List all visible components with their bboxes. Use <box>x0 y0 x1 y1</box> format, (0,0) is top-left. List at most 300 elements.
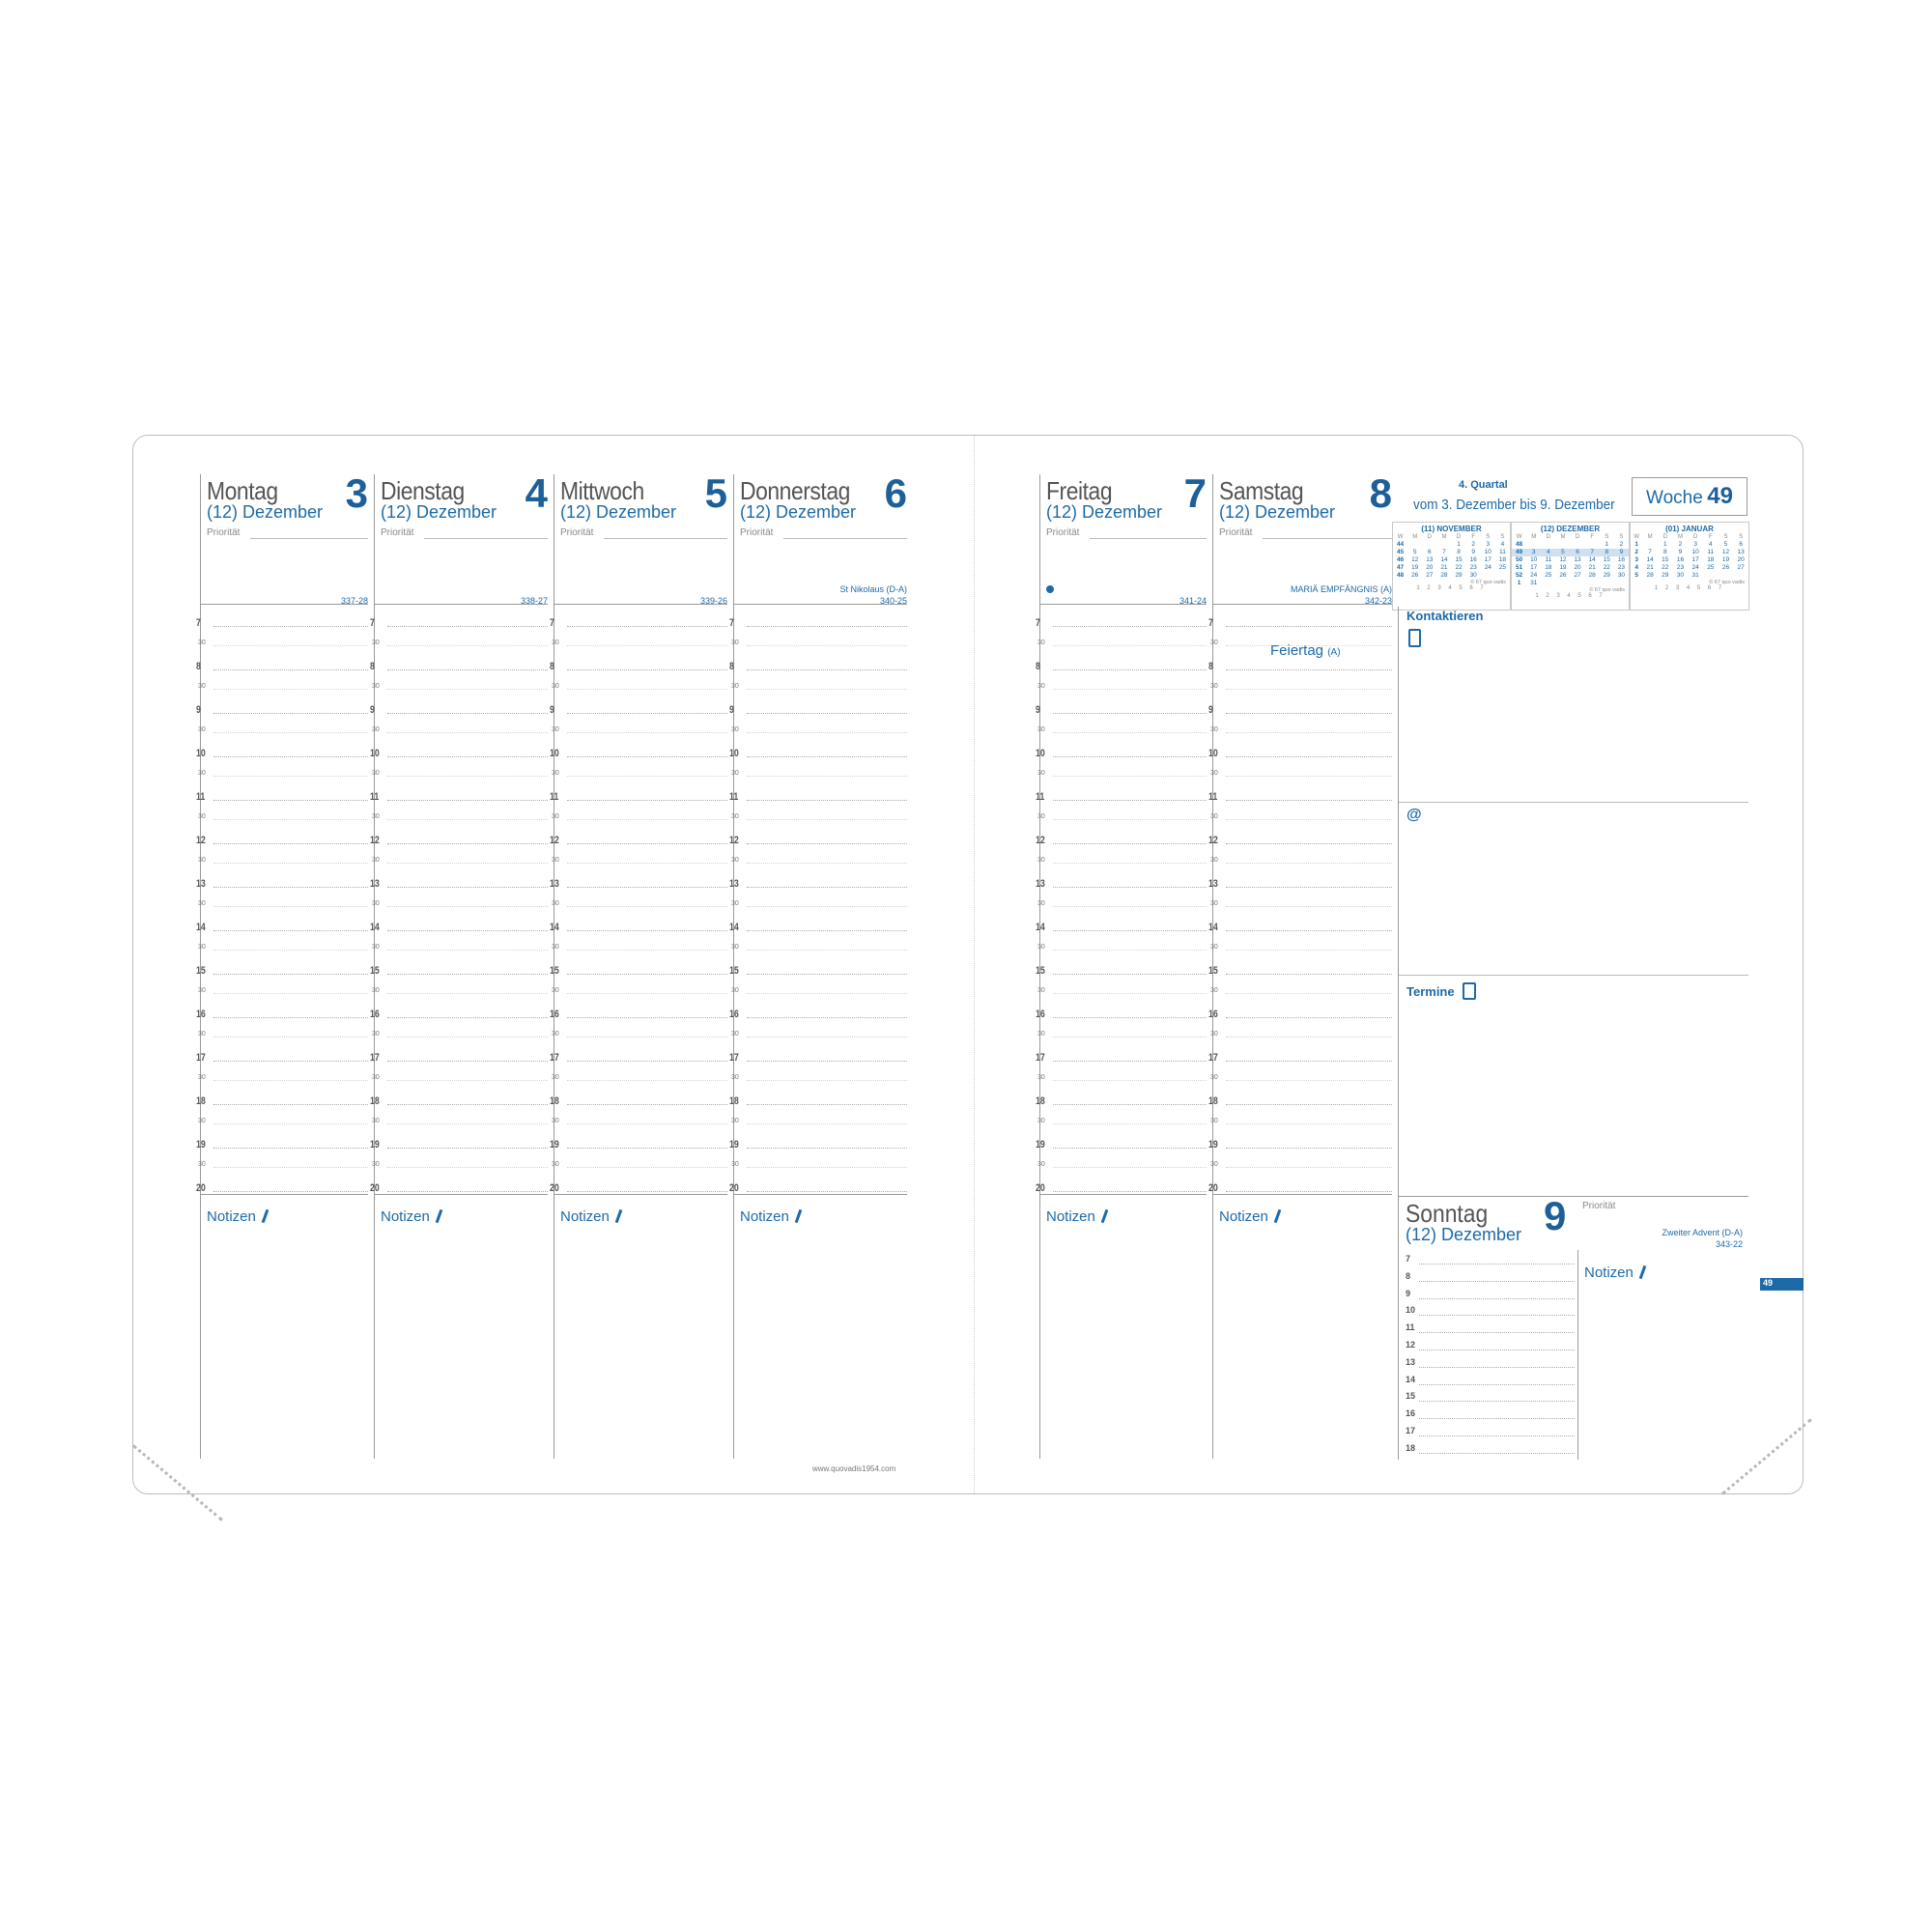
hour-line <box>747 800 907 801</box>
hour-line <box>747 887 907 888</box>
hour-line <box>387 1148 548 1149</box>
website: www.quovadis1954.com <box>812 1464 896 1473</box>
sunday-hour-row[interactable] <box>1406 1426 1575 1448</box>
sunday-hours <box>1406 1254 1575 1463</box>
mini-calendar-cell <box>1495 572 1510 580</box>
half-hour-label: 30 <box>1210 900 1218 907</box>
hour-line <box>567 887 727 888</box>
half-hour-line <box>1226 863 1392 864</box>
day-column-samstag <box>1208 470 1398 1459</box>
hour-row[interactable] <box>1036 617 1207 668</box>
mini-calendar-week <box>1393 564 1510 572</box>
mini-calendar-cell: 6 <box>1571 549 1585 556</box>
mini-calendar-cell: 27 <box>1426 572 1434 579</box>
day-month: (12) Dezember <box>1219 502 1336 522</box>
mini-calendar-cell: 28 <box>1588 572 1596 579</box>
day-code: 342-23 <box>1364 596 1392 606</box>
priority-label: Priorität <box>1219 527 1253 538</box>
mini-calendar-week <box>1512 556 1629 564</box>
hour-line <box>1226 1017 1392 1018</box>
hour-label: 14 <box>1406 1374 1416 1384</box>
hour-line <box>1419 1401 1575 1402</box>
hour-label: 14 <box>370 922 380 933</box>
hour-line <box>567 756 727 757</box>
mini-calendar-copyright: © 67 quo vadis <box>1589 587 1625 593</box>
hour-line <box>567 930 727 931</box>
mini-calendar-cell: 30 <box>1469 572 1477 579</box>
mini-calendar-cell <box>1571 541 1585 549</box>
mini-calendar-cell <box>1571 580 1585 587</box>
hour-label: 15 <box>1406 1391 1416 1402</box>
termine-title: Termine <box>1406 984 1455 999</box>
weekday-label: F <box>1590 534 1595 540</box>
mini-calendar-week <box>1393 549 1510 556</box>
hour-label: 15 <box>1208 965 1218 977</box>
hour-label: 18 <box>1208 1095 1218 1107</box>
weekday-label: D <box>1692 534 1698 540</box>
hour-label: 7 <box>196 617 201 629</box>
sunday-hour-row[interactable] <box>1406 1322 1575 1345</box>
hour-line <box>567 1061 727 1062</box>
hour-label: 15 <box>1036 965 1045 977</box>
weekday-label: S <box>1500 534 1505 540</box>
hour-label: 18 <box>729 1095 739 1107</box>
mini-calendar-cell: 22 <box>1662 564 1669 571</box>
hour-line <box>1226 887 1392 888</box>
half-hour-line <box>387 732 548 733</box>
hour-row[interactable] <box>1036 661 1207 711</box>
mini-calendar-cell: 13 <box>1426 556 1434 563</box>
half-hour-line <box>213 906 368 907</box>
hour-label: 15 <box>196 965 206 977</box>
mini-calendar-cell: 28 <box>1646 572 1654 579</box>
mini-calendar-cell: 49 <box>1512 549 1526 556</box>
hour-label: 7 <box>729 617 734 629</box>
hour-line <box>213 713 368 714</box>
sunday-hour-row[interactable] <box>1406 1254 1575 1276</box>
sunday-event: Zweiter Advent (D-A) <box>1662 1228 1743 1237</box>
hour-row[interactable] <box>196 661 368 711</box>
half-hour-label: 30 <box>198 1161 206 1168</box>
half-hour-label: 30 <box>552 857 559 864</box>
mini-calendar-cell: 6 <box>1739 541 1743 548</box>
hour-label: 14 <box>1208 922 1218 933</box>
mini-calendar-dots: 1 2 3 4 5 6 7 <box>1654 585 1725 591</box>
hour-line <box>213 669 368 670</box>
mini-calendar-cell <box>1733 572 1748 580</box>
mini-calendar-week <box>1512 549 1629 556</box>
sunday-hour-row[interactable] <box>1406 1442 1575 1465</box>
mini-calendar-cell: 7 <box>1585 549 1600 556</box>
half-hour-line <box>1053 1080 1207 1081</box>
hour-row[interactable] <box>550 661 727 711</box>
half-hour-line <box>213 1167 368 1168</box>
half-hour-line <box>1053 950 1207 951</box>
hour-line <box>747 1017 907 1018</box>
mini-calendar-week <box>1512 564 1629 572</box>
hour-label: 19 <box>550 1139 559 1151</box>
hour-line <box>1226 1104 1392 1105</box>
half-hour-line <box>747 819 907 820</box>
half-hour-line <box>567 689 727 690</box>
mini-calendar-cell: 18 <box>1707 556 1715 563</box>
half-hour-line <box>567 819 727 820</box>
day-number: 8 <box>1369 470 1392 516</box>
half-hour-line <box>1226 732 1392 733</box>
hour-label: 9 <box>550 704 554 716</box>
weekday-label: W <box>1516 534 1522 540</box>
day-name: Montag <box>207 476 278 505</box>
bullet-dot <box>1046 585 1054 593</box>
hour-label: 18 <box>370 1095 380 1107</box>
mini-calendar-cell: 6 <box>1428 549 1432 555</box>
half-hour-label: 30 <box>1210 1161 1218 1168</box>
half-hour-line <box>567 993 727 994</box>
weekday-label: D <box>1575 534 1580 540</box>
hour-line <box>747 713 907 714</box>
mini-calendar-cell: 8 <box>1600 549 1614 556</box>
hour-line <box>747 1148 907 1149</box>
mini-calendar-cell: 1 <box>1457 541 1461 548</box>
hour-line <box>213 1148 368 1149</box>
hour-line <box>387 887 548 888</box>
hour-line <box>1053 1061 1207 1062</box>
sunday-hour-row[interactable] <box>1406 1340 1575 1362</box>
weekday-label: S <box>1739 534 1744 540</box>
hour-label: 19 <box>370 1139 380 1151</box>
half-hour-label: 30 <box>1210 639 1218 646</box>
hour-label: 8 <box>370 661 375 672</box>
hour-line <box>747 1061 907 1062</box>
hour-row[interactable] <box>1208 661 1392 711</box>
hour-label: 20 <box>1208 1182 1218 1194</box>
half-hour-label: 30 <box>1210 813 1218 820</box>
half-hour-line <box>1226 950 1392 951</box>
day-column-freitag <box>1036 470 1212 1459</box>
day-name: Mittwoch <box>560 476 644 505</box>
mini-calendar-cell: 3 <box>1486 541 1491 548</box>
hour-label: 17 <box>370 1052 380 1064</box>
half-hour-label: 30 <box>1037 944 1045 951</box>
mini-calendar-cell <box>1719 572 1734 580</box>
hour-line <box>1419 1418 1575 1419</box>
hour-label: 16 <box>729 1009 739 1020</box>
hour-line <box>1226 930 1392 931</box>
half-hour-line <box>1226 776 1392 777</box>
hour-line <box>387 1191 548 1192</box>
half-hour-line <box>747 993 907 994</box>
mini-calendar-cell: 11 <box>1707 549 1715 555</box>
hour-line <box>1419 1298 1575 1299</box>
hour-label: 7 <box>1208 617 1213 629</box>
hour-line <box>567 1104 727 1105</box>
header-rule <box>733 604 907 605</box>
sunday-hour-row[interactable] <box>1406 1391 1575 1413</box>
hour-label: 17 <box>550 1052 559 1064</box>
mini-calendar-cell: 23 <box>1469 564 1477 571</box>
sunday-hour-row[interactable] <box>1406 1305 1575 1327</box>
mini-calendar-cell <box>1541 541 1555 549</box>
clipboard-icon <box>1463 982 1476 1000</box>
mini-calendar-cell <box>1481 572 1495 580</box>
half-hour-line <box>387 1167 548 1168</box>
hour-line <box>1053 713 1207 714</box>
half-hour-label: 30 <box>1037 1161 1045 1168</box>
mini-calendar-cell: 25 <box>1498 564 1507 571</box>
priority-label: Priorität <box>207 527 241 538</box>
mini-calendar-cell: 12 <box>1721 549 1730 555</box>
sunday-hour-row[interactable] <box>1406 1374 1575 1397</box>
priority-line <box>250 538 368 539</box>
weekday-label: M <box>1677 534 1683 540</box>
mini-calendar-cell: 23 <box>1676 564 1685 571</box>
half-hour-label: 30 <box>731 900 739 907</box>
hour-label: 7 <box>550 617 554 629</box>
hour-line <box>1053 974 1207 975</box>
mini-calendar-cell: 50 <box>1515 556 1523 563</box>
contact-divider <box>1399 802 1748 803</box>
contact-panel <box>1398 607 1748 979</box>
mini-calendar-grid <box>1512 533 1629 587</box>
mini-calendar-cell: 52 <box>1515 572 1523 579</box>
weekday-label: W <box>1634 534 1639 540</box>
day-number: 6 <box>884 470 907 516</box>
header-rule <box>1212 604 1392 605</box>
hour-line <box>387 1017 548 1018</box>
week-label: Woche <box>1646 488 1703 508</box>
hour-label: 13 <box>370 878 380 890</box>
priority-line <box>604 538 727 539</box>
header-rule <box>374 604 548 605</box>
hour-line <box>1419 1332 1575 1333</box>
half-hour-label: 30 <box>1210 1118 1218 1124</box>
hour-line <box>1053 887 1207 888</box>
mini-calendar-cell: 47 <box>1396 564 1405 571</box>
hour-line <box>1419 1453 1575 1454</box>
hour-line <box>213 800 368 801</box>
day-column-dienstag <box>370 470 554 1459</box>
half-hour-label: 30 <box>372 944 380 951</box>
hour-label: 8 <box>1406 1270 1411 1281</box>
hour-label: 7 <box>1406 1254 1411 1264</box>
half-hour-line <box>1226 819 1392 820</box>
half-hour-line <box>387 819 548 820</box>
sunday-hour-row[interactable] <box>1406 1270 1575 1293</box>
notes-rule <box>733 1194 907 1195</box>
half-hour-label: 30 <box>552 770 559 777</box>
hour-label: 11 <box>370 791 380 803</box>
mini-calendar-cell: 8 <box>1662 549 1667 555</box>
half-hour-label: 30 <box>731 987 739 994</box>
half-hour-label: 30 <box>372 857 380 864</box>
half-hour-label: 30 <box>198 639 206 646</box>
hour-row[interactable] <box>729 661 907 711</box>
mini-calendar-cell: 30 <box>1617 572 1626 579</box>
hour-label: 18 <box>550 1095 559 1107</box>
half-hour-line <box>387 993 548 994</box>
half-hour-label: 30 <box>552 1074 559 1081</box>
mini-calendar-cell: 31 <box>1530 580 1538 586</box>
sunday-hour-row[interactable] <box>1406 1356 1575 1379</box>
half-hour-label: 30 <box>552 1118 559 1124</box>
hour-label: 8 <box>196 661 201 672</box>
mini-calendar-cell: 20 <box>1737 556 1745 563</box>
hour-grid <box>370 617 554 1194</box>
hour-line <box>567 800 727 801</box>
email-icon: @ <box>1406 807 1422 823</box>
hour-line <box>213 887 368 888</box>
mini-calendar-cell: 30 <box>1676 572 1685 579</box>
hour-label: 16 <box>1208 1009 1218 1020</box>
half-hour-label: 30 <box>552 900 559 907</box>
hour-label: 17 <box>1208 1052 1218 1064</box>
sunday-hour-row[interactable] <box>1406 1408 1575 1431</box>
hour-label: 11 <box>196 791 206 803</box>
mini-calendar-cell: 9 <box>1471 549 1475 555</box>
hour-label: 12 <box>1208 835 1218 846</box>
day-month: (12) Dezember <box>207 502 324 522</box>
weekday-label: S <box>1605 534 1609 540</box>
hour-row[interactable] <box>729 617 907 668</box>
mini-calendar-cell: 18 <box>1545 564 1552 571</box>
half-hour-label: 30 <box>198 683 206 690</box>
hour-grid <box>550 617 733 1194</box>
hour-label: 7 <box>370 617 375 629</box>
half-hour-line <box>1053 776 1207 777</box>
mini-calendar-cell: 7 <box>1648 549 1652 555</box>
mini-calendar-week <box>1393 572 1510 580</box>
hour-label: 10 <box>1406 1305 1416 1316</box>
hour-label: 10 <box>196 748 206 759</box>
hour-label: 9 <box>370 704 375 716</box>
half-hour-label: 30 <box>731 813 739 820</box>
mini-calendar-cell: 7 <box>1442 549 1446 555</box>
mini-calendar-cell: 25 <box>1545 572 1552 579</box>
hour-line <box>1053 843 1207 844</box>
weekday-label: D <box>1456 534 1462 540</box>
weekday-label: M <box>1647 534 1653 540</box>
mini-calendar-cell: 26 <box>1559 572 1567 579</box>
half-hour-line <box>567 906 727 907</box>
sunday-notes-label: Notizen <box>1584 1264 1644 1281</box>
hour-label: 8 <box>550 661 554 672</box>
mini-calendar-title: (11) NOVEMBER <box>1421 525 1482 533</box>
hour-line <box>567 1191 727 1192</box>
half-hour-line <box>387 950 548 951</box>
notes-label: Notizen <box>1219 1208 1279 1225</box>
hour-row[interactable] <box>370 661 548 711</box>
half-hour-line <box>567 645 727 646</box>
half-hour-label: 30 <box>1210 683 1218 690</box>
hour-label: 12 <box>196 835 206 846</box>
mini-calendar-week <box>1393 556 1510 564</box>
hour-line <box>747 974 907 975</box>
mini-calendar-week <box>1631 564 1748 572</box>
weekday-label: S <box>1723 534 1728 540</box>
hour-line <box>1053 756 1207 757</box>
hour-label: 13 <box>1406 1356 1416 1367</box>
half-hour-line <box>213 776 368 777</box>
mini-calendar-cell: 1 <box>1662 541 1667 548</box>
day-month: (12) Dezember <box>740 502 857 522</box>
mini-calendar-cell <box>1703 572 1719 580</box>
termine-divider <box>1399 975 1748 976</box>
day-code: 338-27 <box>520 596 548 606</box>
mini-calendar-cell <box>1422 541 1436 549</box>
hour-row[interactable] <box>370 617 548 668</box>
sunday-month: (12) Dezember <box>1406 1225 1522 1244</box>
mini-calendar-cell: 19 <box>1559 564 1567 571</box>
hour-label: 17 <box>196 1052 206 1064</box>
mini-calendar-cell: 2 <box>1678 541 1683 548</box>
weekday-label: S <box>1619 534 1624 540</box>
half-hour-label: 30 <box>1210 944 1218 951</box>
mini-calendar-copyright: © 67 quo vadis <box>1709 580 1745 585</box>
mini-calendar-cell: 27 <box>1737 564 1745 571</box>
hour-label: 7 <box>1036 617 1040 629</box>
hour-label: 9 <box>1406 1288 1411 1298</box>
mini-calendar-cell: 5 <box>1412 549 1417 555</box>
week-box <box>1632 477 1747 516</box>
hour-line <box>1419 1281 1575 1282</box>
half-hour-label: 30 <box>198 944 206 951</box>
mini-calendar-cell: 12 <box>1411 556 1419 563</box>
half-hour-label: 30 <box>1037 770 1045 777</box>
half-hour-label: 30 <box>198 813 206 820</box>
half-hour-line <box>1053 993 1207 994</box>
mini-calendar-cell: 14 <box>1646 556 1654 563</box>
mini-calendar-cell: 29 <box>1455 572 1463 579</box>
half-hour-label: 30 <box>731 726 739 733</box>
half-hour-line <box>1053 1123 1207 1124</box>
hour-row[interactable] <box>550 617 727 668</box>
hour-label: 13 <box>550 878 559 890</box>
half-hour-label: 30 <box>552 813 559 820</box>
hour-label: 18 <box>1036 1095 1045 1107</box>
half-hour-label: 30 <box>731 639 739 646</box>
hour-row[interactable] <box>196 617 368 668</box>
half-hour-line <box>1226 1167 1392 1168</box>
hour-line <box>387 669 548 670</box>
hour-label: 15 <box>550 965 559 977</box>
hour-line <box>1053 1191 1207 1192</box>
half-hour-line <box>567 1123 727 1124</box>
mini-calendar-dots: 1 2 3 4 5 6 7 <box>1535 593 1605 599</box>
mini-calendar-cell: 15 <box>1455 556 1463 563</box>
mini-calendar-cell <box>1642 541 1658 549</box>
half-hour-label: 30 <box>731 1031 739 1037</box>
day-number: 5 <box>704 470 727 516</box>
weekday-label: D <box>1662 534 1667 540</box>
week-number: 49 <box>1707 483 1733 509</box>
sunday-hour-row[interactable] <box>1406 1288 1575 1311</box>
week-tab: 49 <box>1760 1278 1804 1291</box>
weekday-label: D <box>1546 534 1550 540</box>
hour-line <box>1419 1315 1575 1316</box>
mini-calendar-cell: 4 <box>1708 541 1713 548</box>
hour-label: 13 <box>1036 878 1045 890</box>
hour-line <box>1226 626 1392 627</box>
half-hour-label: 30 <box>1210 857 1218 864</box>
weekday-label: W <box>1397 534 1404 540</box>
half-hour-label: 30 <box>1210 726 1218 733</box>
hour-line <box>1053 1017 1207 1018</box>
day-column-mittwoch <box>550 470 733 1459</box>
half-hour-label: 30 <box>1037 683 1045 690</box>
half-hour-line <box>747 1167 907 1168</box>
hour-label: 12 <box>370 835 380 846</box>
mini-calendar-cell <box>1407 541 1422 549</box>
